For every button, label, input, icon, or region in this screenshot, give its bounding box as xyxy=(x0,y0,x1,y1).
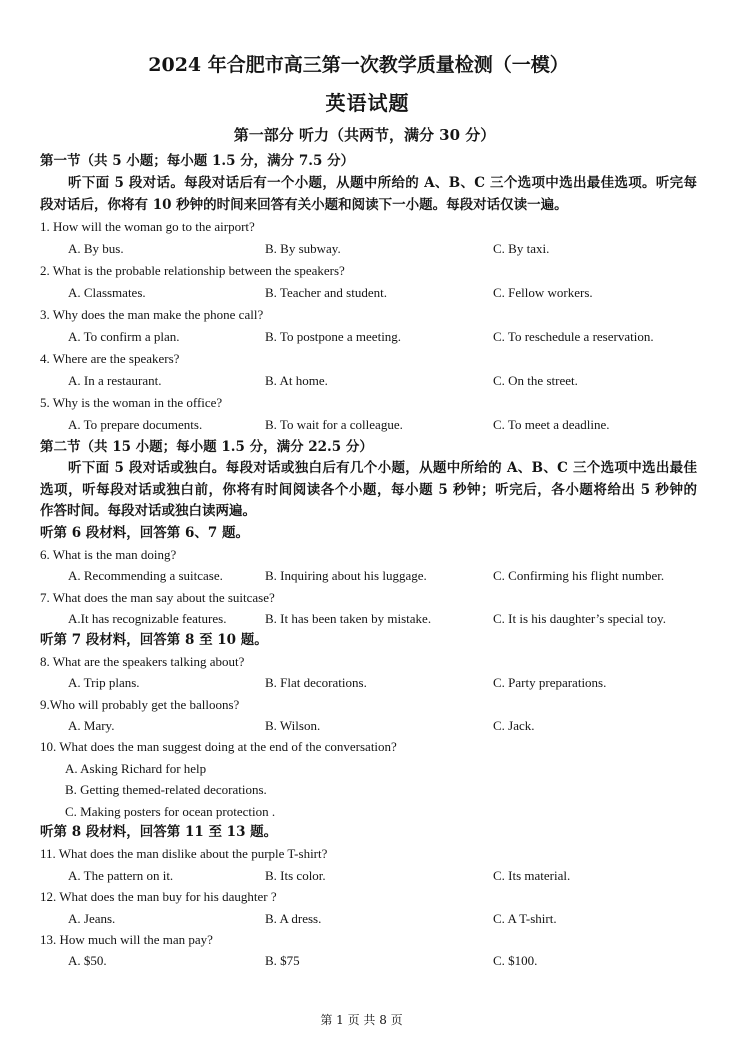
section-2-instructions-line-2: 选项，听每段对话或独白前，你将有时间阅读各个小题，每小题 5 秒钟；听完后，各小题将给出 5 秒钟的 xyxy=(40,481,697,498)
question-9-stem: 9.Who will probably get the balloons? xyxy=(40,696,240,712)
question-2-options xyxy=(40,282,697,304)
question-1-option-b: B. By subway. xyxy=(265,241,341,256)
question-7-options xyxy=(40,608,697,629)
question-4-stem: 4. Where are the speakers? xyxy=(40,351,180,366)
section-2 xyxy=(40,437,697,972)
question-6-stem: 6. What is the man doing? xyxy=(40,546,177,562)
section-2-instructions-line-3: 作答时间。每段对话或独白读两遍。 xyxy=(40,503,256,520)
question-3-stem: 3. Why does the man make the phone call? xyxy=(40,307,264,322)
question-13-option-c: C. $100. xyxy=(493,953,538,969)
question-8-option-a: A. Trip plans. xyxy=(68,675,140,691)
question-4-option-c: C. On the street. xyxy=(493,373,578,388)
material-6-heading: 听第 6 段材料，回答第 6、7 题。 xyxy=(40,524,249,541)
question-5-option-a: A. To prepare documents. xyxy=(68,417,203,432)
question-1-options xyxy=(40,238,697,260)
question-11-options xyxy=(40,865,697,886)
question-8-stem: 8. What are the speakers talking about? xyxy=(40,653,245,669)
question-7-option-c: C. It is his daughter’s special toy. xyxy=(493,611,666,627)
question-9-option-c: C. Jack. xyxy=(493,718,535,734)
question-10-option-a: A. Asking Richard for help xyxy=(65,760,207,776)
question-5-option-b: B. To wait for a colleague. xyxy=(265,417,403,432)
question-2-stem: 2. What is the probable relationship between the speakers? xyxy=(40,263,345,278)
question-2-option-c: C. Fellow workers. xyxy=(493,285,593,300)
material-8-heading: 听第 8 段材料，回答第 11 至 13 题。 xyxy=(40,824,278,841)
question-6-option-b: B. Inquiring about his luggage. xyxy=(265,568,427,584)
question-4-option-b: B. At home. xyxy=(265,373,328,388)
question-7-option-a: A.It has recognizable features. xyxy=(68,611,227,627)
section-1 xyxy=(40,150,697,436)
question-8-options xyxy=(40,672,697,693)
question-1-stem: 1. How will the woman go to the airport? xyxy=(40,219,255,234)
question-3-option-a: A. To confirm a plan. xyxy=(68,329,180,344)
question-3-option-b: B. To postpone a meeting. xyxy=(265,329,402,344)
question-2-option-b: B. Teacher and student. xyxy=(265,285,387,300)
question-12-stem: 12. What does the man buy for his daughter ? xyxy=(40,889,277,905)
section-2-instructions-line-1: 听下面 5 段对话或独白。每段对话或独白后有几个小题，从题中所给的 A、B、C 三个选项中选出最佳 xyxy=(68,460,697,477)
question-5-option-c: C. To meet a deadline. xyxy=(493,417,610,432)
question-12-option-c: C. A T-shirt. xyxy=(493,910,557,926)
question-8-option-b: B. Flat decorations. xyxy=(265,675,367,691)
question-3-option-c: C. To reschedule a reservation. xyxy=(493,329,654,344)
question-11-option-c: C. Its material. xyxy=(493,867,571,883)
question-9-option-a: A. Mary. xyxy=(68,718,115,734)
page-number-footer: 第 1 页 共 8 页 xyxy=(320,1013,403,1027)
question-3-options xyxy=(40,326,697,348)
question-9-options xyxy=(40,715,697,736)
question-6-options xyxy=(40,565,697,586)
question-1-option-a: A. By bus. xyxy=(68,241,124,256)
question-5-options xyxy=(40,414,697,436)
question-11-stem: 11. What does the man dislike about the purple T-shirt? xyxy=(40,846,328,862)
question-7-stem: 7. What does the man say about the suitcase? xyxy=(40,589,275,605)
question-13-stem: 13. How much will the man pay? xyxy=(40,931,213,947)
section-1-heading: 第一节（共 5 小题；每小题 1.5 分，满分 7.5 分） xyxy=(40,153,355,169)
question-11-option-a: A. The pattern on it. xyxy=(68,867,174,883)
question-2-option-a: A. Classmates. xyxy=(68,285,146,300)
question-12-option-a: A. Jeans. xyxy=(68,910,116,926)
question-7-option-b: B. It has been taken by mistake. xyxy=(265,611,432,627)
part-heading: 第一部分 听力（共两节，满分 30 分） xyxy=(233,126,496,144)
question-11-option-b: B. Its color. xyxy=(265,867,326,883)
question-12-options xyxy=(40,908,697,929)
subject-title: 英语试题 xyxy=(325,91,410,115)
question-8-option-c: C. Party preparations. xyxy=(493,675,607,691)
question-10-option-b: B. Getting themed-related decorations. xyxy=(65,782,267,798)
section-1-instructions-line-1: 听下面 5 段对话。每段对话后有一个小题，从题中所给的 A、B、C 三个选项中选出最佳选项。听完每 xyxy=(68,175,697,191)
question-13-option-a: A. $50. xyxy=(68,953,107,969)
section-1-instructions-line-2: 段对话后，你将有 10 秒钟的时间来回答有关小题和阅读下一小题。每段对话仅读一遍。 xyxy=(40,197,568,213)
question-10-option-c: C. Making posters for ocean protection . xyxy=(65,803,276,819)
material-7-heading: 听第 7 段材料，回答第 8 至 10 题。 xyxy=(40,631,268,648)
question-4-option-a: A. In a restaurant. xyxy=(68,373,162,388)
section-2-heading: 第二节（共 15 小题；每小题 1.5 分，满分 22.5 分） xyxy=(40,439,373,455)
question-6-option-c: C. Confirming his flight number. xyxy=(493,568,665,584)
question-12-option-b: B. A dress. xyxy=(265,910,322,926)
question-5-stem: 5. Why is the woman in the office? xyxy=(40,395,223,410)
question-13-options xyxy=(40,950,697,971)
question-9-option-b: B. Wilson. xyxy=(265,718,321,734)
question-13-option-b: B. $75 xyxy=(265,953,300,969)
question-1-option-c: C. By taxi. xyxy=(493,241,550,256)
exam-title: 2024 年合肥市高三第一次教学质量检测（一模） xyxy=(148,54,569,76)
question-6-option-a: A. Recommending a suitcase. xyxy=(68,568,223,584)
question-4-options xyxy=(40,370,697,392)
question-10-stem: 10. What does the man suggest doing at the end of the conversation? xyxy=(40,739,397,755)
